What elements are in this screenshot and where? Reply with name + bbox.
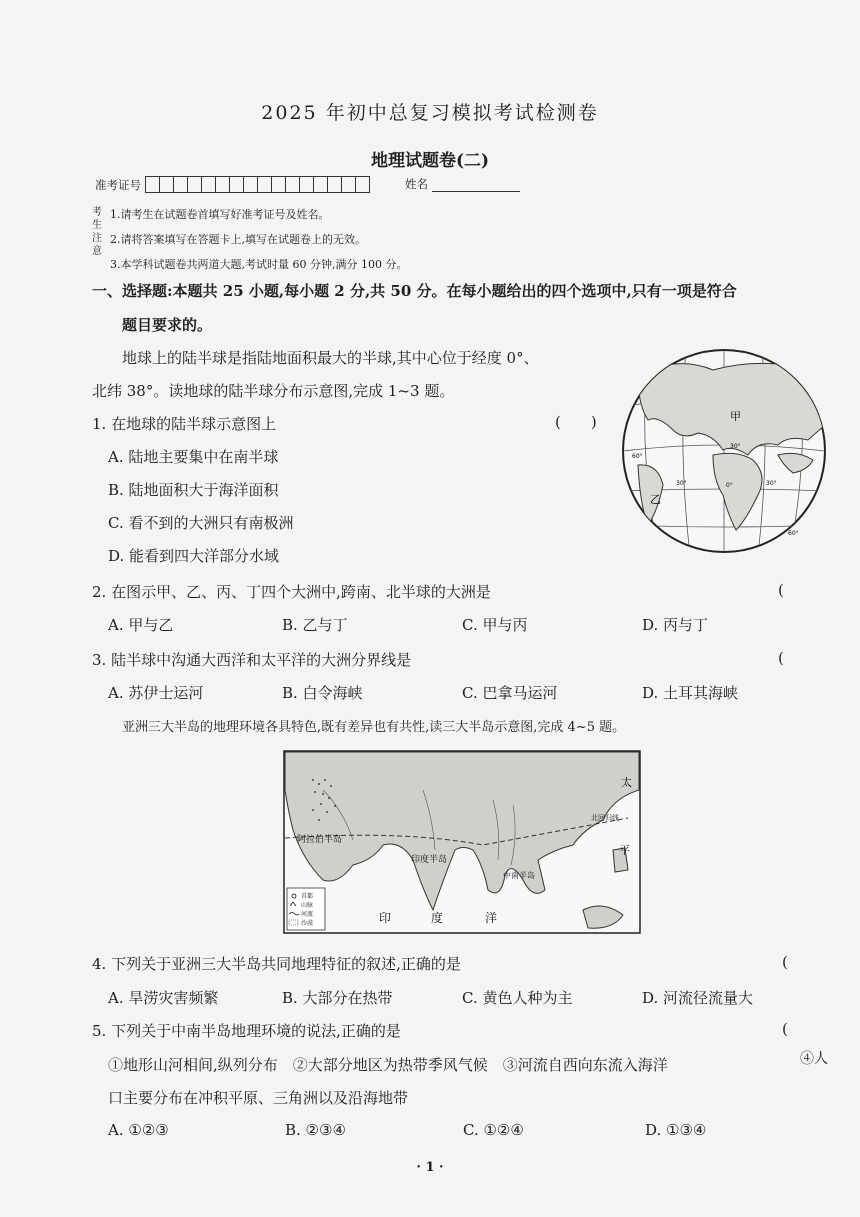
globe-label-yi: 乙 — [650, 493, 661, 506]
exam-id-box[interactable] — [187, 176, 202, 193]
exam-id-box[interactable] — [271, 176, 286, 193]
exam-id-box[interactable] — [159, 176, 174, 193]
map-label-pacific: 平 — [619, 844, 630, 857]
exam-id-box[interactable] — [285, 176, 300, 193]
page-number: · 1 · — [416, 1160, 444, 1175]
map-label-india: 印度半岛 — [411, 855, 448, 865]
globe-lat-label: 30° — [730, 443, 741, 450]
question-3-stem: 3. 陆半球中沟通大西洋和太平洋的大洲分界线是 — [92, 651, 412, 669]
answer-paren[interactable]: ( ) — [555, 413, 597, 431]
exam-title: 2025 年初中总复习模拟考试检测卷 — [261, 102, 599, 124]
intro-paragraph-cont: 北纬 38°。读地球的陆半球分布示意图,完成 1~3 题。 — [92, 382, 455, 400]
option[interactable]: A. 旱涝灾害频繁 — [108, 989, 219, 1007]
intro-paragraph-2: 亚洲三大半岛的地理环境各具特色,既有差异也有共性,读三大半岛示意图,完成 4~5 题。 — [122, 720, 626, 735]
map-label-ocean: 印 — [379, 911, 392, 925]
option[interactable]: C. ①②④ — [463, 1121, 524, 1139]
answer-paren[interactable]: ( — [778, 649, 784, 667]
option[interactable]: B. 陆地面积大于海洋面积 — [108, 481, 279, 499]
option[interactable]: C. 黄色人种为主 — [462, 989, 573, 1007]
map-label-arabia: 阿拉伯半岛 — [297, 835, 343, 845]
paper-subtitle: 地理试题卷(二) — [370, 151, 490, 171]
answer-paren[interactable]: ( — [782, 1020, 788, 1038]
note-item: 2.请将答案填写在答题卡上,填写在试题卷上的无效。 — [110, 233, 366, 246]
option[interactable]: D. 丙与丁 — [642, 616, 709, 634]
exam-id-box[interactable] — [313, 176, 328, 193]
legend-item: 沙漠 — [301, 920, 314, 927]
legend-item: 河流 — [301, 911, 314, 918]
question-5-stem: 5. 下列关于中南半岛地理环境的说法,正确的是 — [92, 1022, 401, 1040]
exam-id-box[interactable] — [201, 176, 216, 193]
map-label-indochina: 中南半岛 — [503, 871, 535, 880]
question-4-stem: 4. 下列关于亚洲三大半岛共同地理特征的叙述,正确的是 — [92, 955, 461, 973]
statements-cont: 口主要分布在冲积平原、三角洲以及沿海地带 — [108, 1089, 409, 1107]
section-heading: 一、选择题:本题共 25 小题,每小题 2 分,共 50 分。在每小题给出的四个选项中,只有一项是符合 — [92, 282, 737, 300]
option[interactable]: D. 土耳其海峡 — [642, 684, 739, 702]
option[interactable]: A. 甲与乙 — [108, 616, 174, 634]
question-1-stem: 1. 在地球的陆半球示意图上 — [92, 415, 277, 433]
option[interactable]: A. 陆地主要集中在南半球 — [108, 448, 279, 466]
name-row — [405, 176, 520, 192]
name-label: 姓名 — [405, 177, 428, 191]
exam-id-box[interactable] — [327, 176, 342, 193]
globe-lon-label: 0° — [726, 482, 733, 489]
option[interactable]: B. 乙与丁 — [282, 616, 348, 634]
map-label-ocean: 洋 — [485, 911, 498, 925]
option[interactable]: C. 甲与丙 — [462, 616, 528, 634]
exam-id-row — [95, 176, 369, 193]
option[interactable]: A. ①②③ — [108, 1121, 169, 1139]
exam-id-box[interactable] — [257, 176, 272, 193]
land-hemisphere-globe — [618, 345, 830, 557]
notes-side-label: 考生注意 — [92, 207, 102, 257]
option[interactable]: A. 苏伊士运河 — [108, 684, 204, 702]
exam-id-box[interactable] — [299, 176, 314, 193]
option[interactable]: D. 河流径流量大 — [642, 989, 754, 1007]
exam-id-boxes[interactable] — [145, 176, 369, 193]
exam-id-box[interactable] — [355, 176, 370, 193]
answer-paren[interactable]: ( — [782, 953, 788, 971]
option[interactable]: C. 看不到的大洲只有南极洲 — [108, 514, 294, 532]
statements-tail: ④人 — [800, 1051, 828, 1067]
question-2-stem: 2. 在图示甲、乙、丙、丁四个大洲中,跨南、北半球的大洲是 — [92, 583, 491, 601]
map-label-pacific: 太 — [621, 776, 632, 789]
option[interactable]: D. ①③④ — [645, 1121, 707, 1139]
map-label-ocean: 度 — [431, 911, 444, 925]
option[interactable]: B. 大部分在热带 — [282, 989, 393, 1007]
globe-lat-label: 60° — [788, 530, 799, 537]
option[interactable]: D. 能看到四大洋部分水域 — [108, 547, 280, 565]
exam-id-box[interactable] — [145, 176, 160, 193]
exam-id-box[interactable] — [341, 176, 356, 193]
globe-lat-label: 60° — [632, 453, 643, 460]
note-item: 3.本学科试题卷共两道大题,考试时量 60 分钟,满分 100 分。 — [110, 258, 408, 271]
exam-id-box[interactable] — [215, 176, 230, 193]
option[interactable]: B. 白令海峡 — [282, 684, 363, 702]
statements: ①地形山河相间,纵列分布 ②大部分地区为热带季风气候 ③河流自西向东流入海洋 — [108, 1056, 668, 1074]
option[interactable]: B. ②③④ — [285, 1121, 346, 1139]
legend-item: 山脉 — [301, 902, 314, 909]
globe-label-jia: 甲 — [730, 410, 741, 423]
exam-id-box[interactable] — [243, 176, 258, 193]
exam-id-box[interactable] — [229, 176, 244, 193]
note-item: 1.请考生在试题卷首填写好准考证号及姓名。 — [110, 208, 330, 221]
asia-peninsulas-map — [283, 750, 641, 934]
map-label-tropic: 北回归线 — [591, 814, 619, 822]
legend-item: 首都 — [301, 893, 314, 900]
globe-lon-label: 30° — [676, 480, 687, 487]
section-heading-cont: 题目要求的。 — [122, 316, 213, 334]
answer-paren[interactable]: ( — [778, 581, 784, 599]
exam-id-label: 准考证号 — [95, 177, 141, 192]
intro-paragraph: 地球上的陆半球是指陆地面积最大的半球,其中心位于经度 0°、 — [122, 349, 539, 367]
map-legend — [287, 888, 325, 930]
exam-id-box[interactable] — [173, 176, 188, 193]
name-field[interactable] — [432, 178, 520, 192]
option[interactable]: C. 巴拿马运河 — [462, 684, 558, 702]
globe-lon-label: 30° — [766, 480, 777, 487]
